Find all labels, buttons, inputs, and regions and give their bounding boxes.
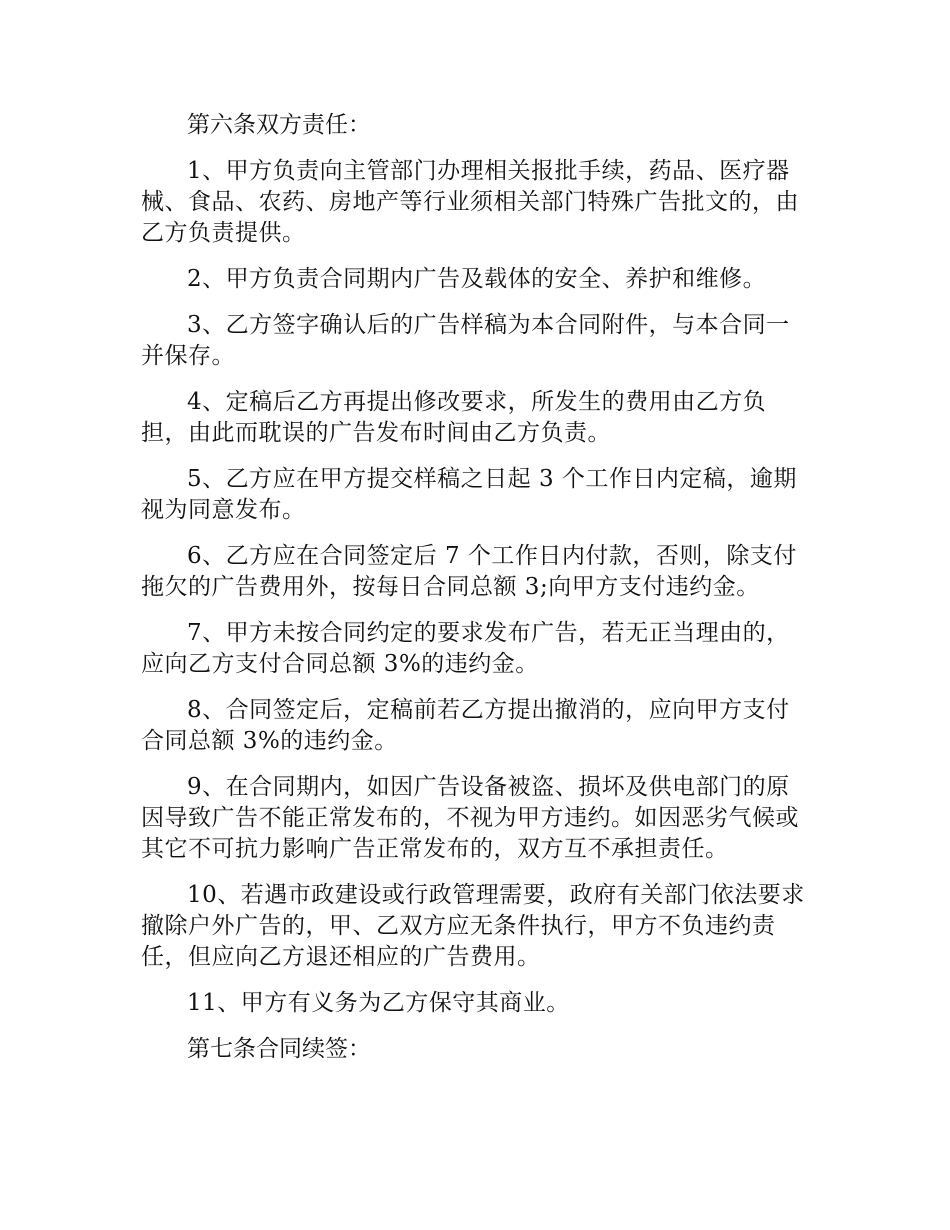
- clause-10: 10、若遇市政建设或行政管理需要，政府有关部门依法要求撤除户外广告的，甲、乙双方应无条件执行，甲方不负违约责任，但应向乙方退还相应的广告费用。: [141, 882, 805, 970]
- clause-9: 9、在合同期内，如因广告设备被盗、损坏及供电部门的原因导致广告不能正常发布的，不视为甲方违约。如因恶劣气候或其它不可抗力影响广告正常发布的，双方互不承担责任。: [141, 774, 799, 862]
- clause-4: 4、定稿后乙方再提出修改要求，所发生的费用由乙方负担，由此而耽误的广告发布时间由乙方负责。: [141, 389, 767, 446]
- clause-7: 7、甲方未按合同约定的要求发布广告，若无正当理由的，应向乙方支付合同总额 3%的违约金。: [141, 620, 790, 677]
- section-6-heading: 第六条双方责任：: [187, 112, 371, 138]
- clause-3: 3、乙方签字确认后的广告样稿为本合同附件，与本合同一并保存。: [141, 312, 790, 369]
- clause-2: 2、甲方负责合同期内广告及载体的安全、养护和维修。: [187, 266, 767, 292]
- clause-8: 8、合同签定后，定稿前若乙方提出撤消的，应向甲方支付合同总额 3%的违约金。: [141, 697, 790, 754]
- clause-11: 11、甲方有义务为乙方保守其商业。: [187, 990, 570, 1016]
- section-7-heading: 第七条合同续签：: [187, 1036, 371, 1062]
- document-body: [141, 110, 813, 1080]
- clause-1: 1、甲方负责向主管部门办理相关报批手续，药品、医疗器械、食品、农药、房地产等行业须相关部门特殊广告批文的，由乙方负责提供。: [141, 158, 799, 246]
- clause-6: 6、乙方应在合同签定后 7 个工作日内付款，否则，除支付拖欠的广告费用外，按每日合同总额 3;向甲方支付违约金。: [141, 543, 797, 600]
- clause-5: 5、乙方应在甲方提交样稿之日起 3 个工作日内定稿，逾期视为同意发布。: [141, 466, 797, 523]
